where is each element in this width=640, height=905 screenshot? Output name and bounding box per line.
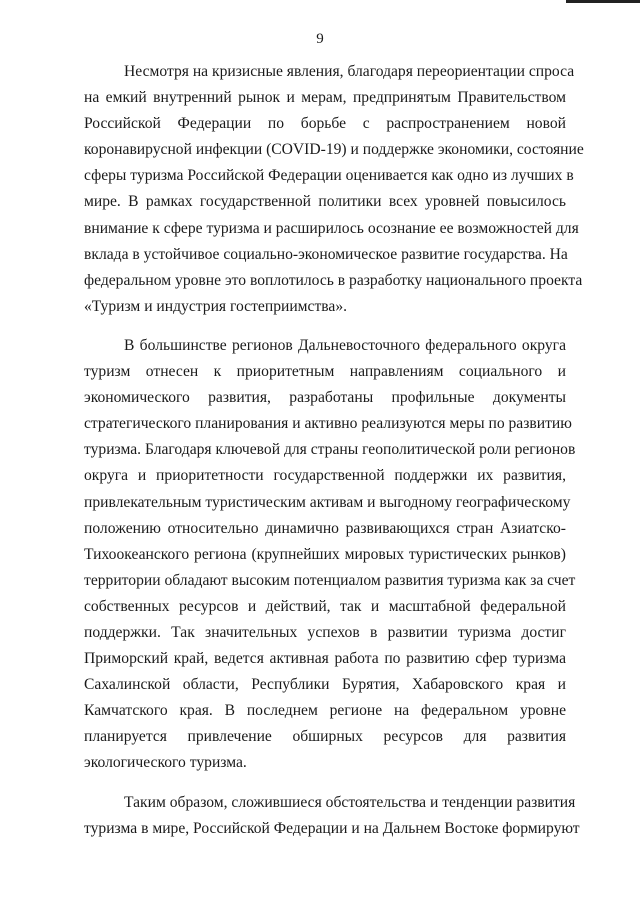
text-line: Таким образом, сложившиеся обстоятельства и тенденции развития	[124, 793, 576, 811]
text-line: собственных ресурсов и действий, так и масштабной федеральной	[84, 597, 566, 615]
text-line: федеральном уровне это воплотилось в разработку национального проекта	[84, 271, 583, 289]
text-line: экологического туризма.	[84, 754, 247, 772]
text-line: сферы туризма Российской Федерации оценивается как одно из лучших в	[84, 167, 574, 185]
text-line: Российской Федерации по борьбе с распространением новой	[84, 115, 566, 133]
text-line: стратегического планирования и активно реализуются меры по развитию	[84, 415, 572, 433]
text-line: на емкий внутренний рынок и мерам, предпринятым Правительством	[84, 89, 566, 107]
text-line: территории обладают высоким потенциалом развития туризма как за счет	[84, 571, 576, 589]
text-line: поддержки. Так значительных успехов в развитии туризма достиг	[84, 623, 566, 641]
text-line: В большинстве регионов Дальневосточного федерального округа	[124, 336, 566, 354]
text-line: Тихоокеанского региона (крупнейших мировых туристических рынков)	[84, 545, 566, 563]
text-line: положению относительно динамично развивающихся стран Азиатско-	[84, 519, 566, 537]
text-line: Сахалинской области, Республики Бурятия, Хабаровского края и	[84, 676, 566, 694]
text-line: «Туризм и индустрия гостеприимства».	[84, 297, 348, 315]
text-line: привлекательным туристическим активам и выгодному географическому	[84, 493, 571, 511]
text-line: Несмотря на кризисные явления, благодаря переориентации спроса	[124, 63, 575, 80]
scan-edge-mark	[566, 0, 640, 3]
text-line: коронавирусной инфекции (COVID-19) и поддержке экономики, состояние	[84, 141, 584, 159]
text-line: туризма. Благодаря ключевой для страны геополитической роли регионов	[84, 441, 576, 459]
body-text	[84, 59, 584, 855]
text-line: Приморский край, ведется активная работа по развитию сфер туризма	[84, 650, 566, 668]
paragraph-2	[84, 333, 576, 777]
text-line: вклада в устойчивое социально-экономическое развитие государства. На	[84, 245, 568, 263]
page-number: 9	[316, 31, 324, 47]
text-line: Камчатского края. В последнем регионе на федеральном уровне	[84, 702, 566, 720]
text-line: экономического развития, разработаны профильные документы	[84, 389, 566, 407]
text-line: мире. В рамках государственной политики всех уровней повысилось	[84, 193, 566, 211]
text-line: внимание к сфере туризма и расширилось осознание ее возможностей для	[84, 219, 579, 237]
paragraph-1	[84, 59, 584, 320]
text-line: округа и приоритетности государственной поддержки их развития,	[84, 467, 566, 485]
text-line: туризма в мире, Российской Федерации и на Дальнем Востоке формируют	[84, 819, 580, 837]
paragraph-3	[84, 790, 580, 842]
text-line: планируется привлечение обширных ресурсов для развития	[84, 728, 566, 746]
text-line: туризм отнесен к приоритетным направлениям социального и	[84, 363, 566, 381]
